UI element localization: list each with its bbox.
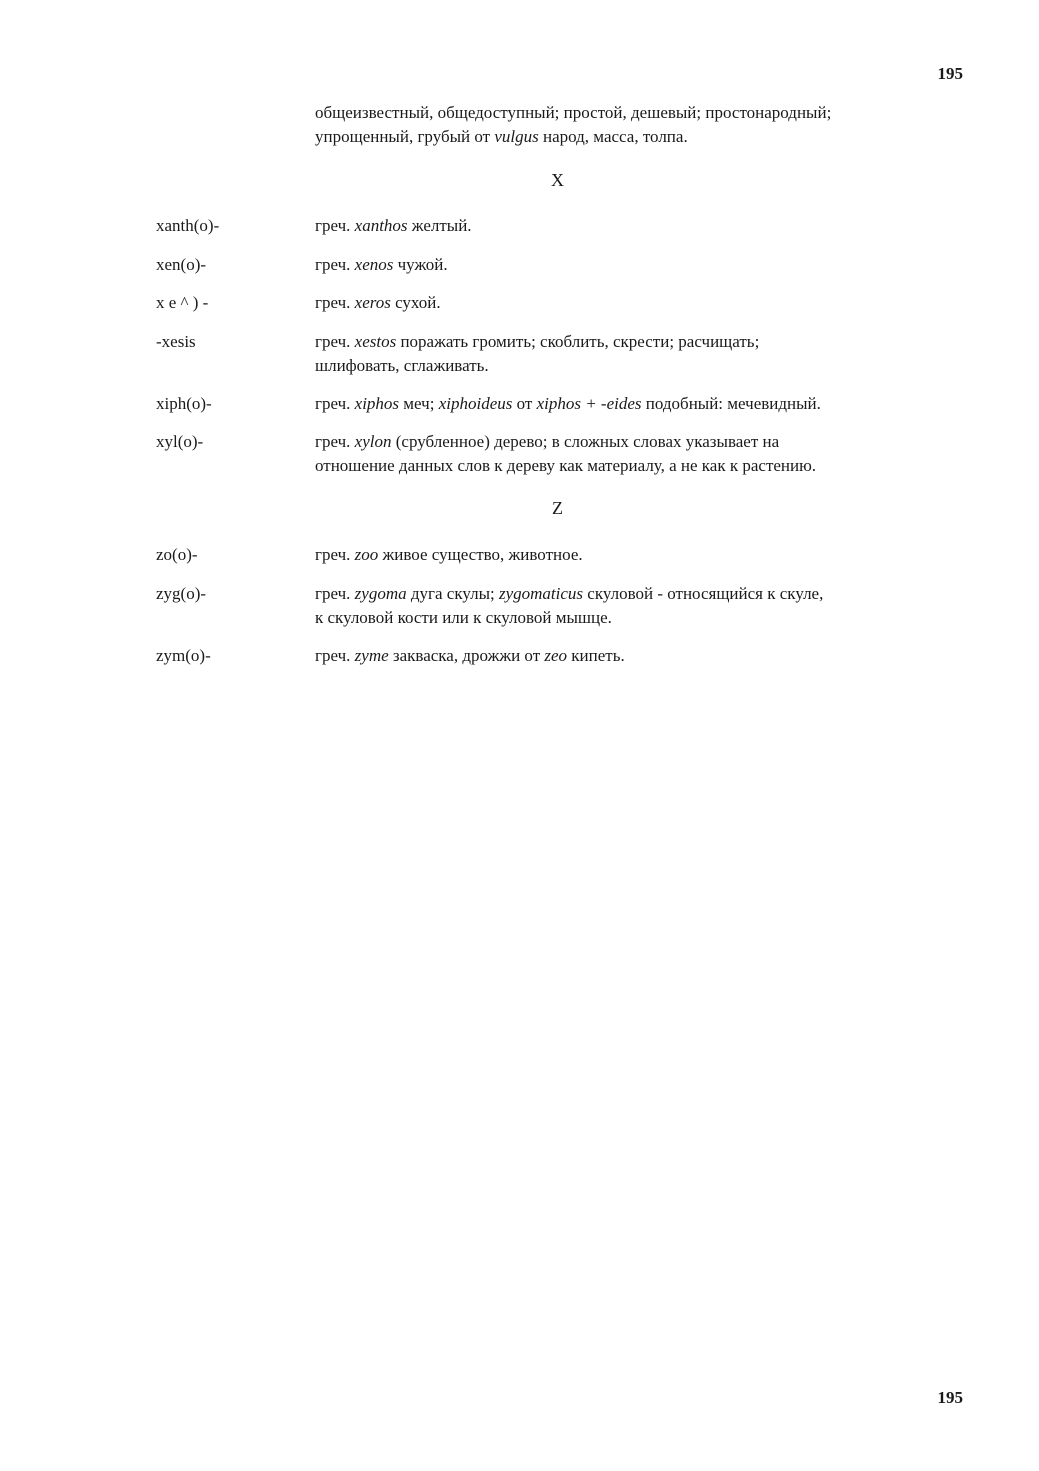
page-number-bottom: 195 bbox=[937, 1388, 963, 1407]
section-letter-x: X bbox=[551, 170, 564, 190]
entry-definition: греч. xestos поражать громить; скоблить, скрести; расчищать; шлифовать, сглаживать. bbox=[315, 332, 760, 375]
entry-term: -xesis bbox=[156, 332, 196, 351]
entry-term: x e ^ ) - bbox=[156, 293, 209, 312]
entry-term: zyg(o)- bbox=[156, 584, 207, 603]
entry-definition: греч. xylon (срубленное) дерево; в сложных словах указывает на отношение данных слов к дереву как материалу, а не как к растению. bbox=[315, 432, 817, 475]
section-letter-z: Z bbox=[552, 498, 563, 518]
definition-line bbox=[315, 125, 965, 149]
entry-term: xanth(o)- bbox=[156, 216, 220, 235]
definition-text: упрощенный, грубый от bbox=[315, 127, 495, 146]
entry-term: xiph(o)- bbox=[156, 394, 212, 413]
latin-word: vulgus bbox=[494, 127, 539, 146]
entry-term: xyl(o)- bbox=[156, 432, 204, 451]
entry-term: zo(o)- bbox=[156, 545, 198, 564]
entry-definition: греч. xeros сухой. bbox=[315, 293, 441, 312]
definition-text: народ, масса, толпа. bbox=[538, 127, 688, 146]
definition-line: общеизвестный, общедоступный; простой, дешевый; простонародный; bbox=[315, 103, 832, 122]
page-number-top: 195 bbox=[937, 64, 963, 83]
entry-term: xen(o)- bbox=[156, 255, 207, 274]
entry-definition: греч. zoo живое существо, животное. bbox=[315, 545, 583, 564]
entry-term: zym(o)- bbox=[156, 646, 211, 665]
entry-definition: греч. xanthos желтый. bbox=[315, 216, 472, 235]
entry-definition: греч. xiphos меч; xiphoideus от xiphos + -eides подобный: мечевидный. bbox=[315, 394, 821, 413]
entry-definition: греч. xenos чужой. bbox=[315, 255, 448, 274]
entry-definition: греч. zyme закваска, дрожжи от zeo кипеть. bbox=[315, 646, 625, 665]
entry-definition: греч. zygoma дуга скулы; zygomaticus скуловой - относящийся к скуле, к скуловой кости или к скуловой мышце. bbox=[315, 584, 824, 627]
continued-definition bbox=[315, 101, 965, 149]
